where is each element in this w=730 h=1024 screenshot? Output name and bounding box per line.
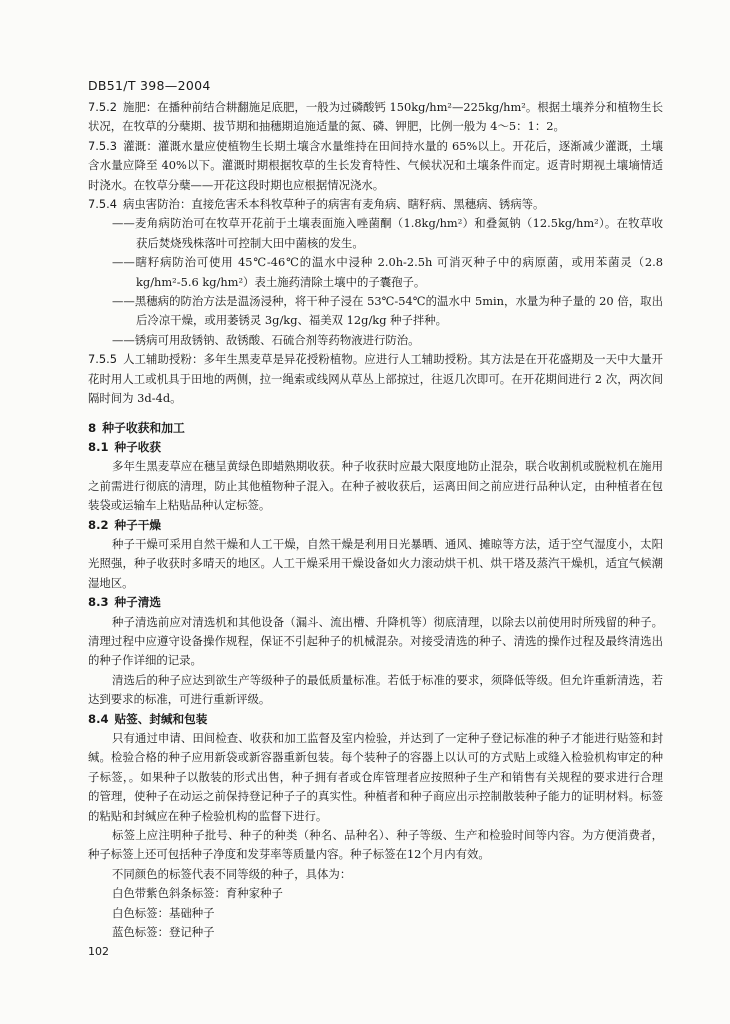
page-number: 102 [88,945,109,958]
item-rust: ——锈病可用敌锈钠、敌锈酸、石硫合剂等药物液进行防治。 [112,332,420,347]
standard-code: DB51/T 398—2004 [88,78,211,93]
clause-7-5-3: 7.5.3 灌溉：灌溉水量应使植物生长期土壤含水量维持在田间持水量的 65%以上。开花后，逐渐减少灌溉，土壤含水量应降至 40%以下。灌溉时期根据牧草的生长发育特性、气候状况和土壤条件而定。返青时期视土壤墒情适时浇水。在牧草分蘖——开花这段时期也应根据情况浇水。 [88,138,663,192]
label-type-breeder: 白色带紫色斜条标签：育种家种子 [112,886,283,901]
section-8-heading: 8 种子收获和加工 [88,420,185,435]
section-8-4-heading: 8.4 贴签、封缄和包装 [88,711,208,726]
section-8-3-heading: 8.3 种子清选 [88,595,161,610]
section-8-1-heading: 8.1 种子收获 [88,439,161,454]
item-ergot: ——麦角病防治可在牧草开花前于土壤表面施入唑菌酮（1.8kg/hm²）和叠氮钠（12.5kg/hm²）。在牧草收获后焚烧残株落叶可控制大田中菌核的发生。 [112,216,663,250]
section-8-1-text: 多年生黑麦草应在穗呈黄绿色即蜡熟期收获。种子收获时应最大限度地防止混杂，联合收割机或脱粒机在施用之前需进行彻底的清理，防止其他植物种子混入。在种子被收获后，运离田间之前应进行品种认定，由种植者在包装袋或运输车上粘贴品种认定标签。 [88,459,663,513]
section-8-3-text-2: 清选后的种子应达到欲生产等级种子的最低质量标准。若低于标准的要求，须降低等级。但允许重新清选，若达到要求的标准，可进行重新评级。 [88,672,663,707]
section-8-2-heading: 8.2 种子干燥 [88,517,161,532]
item-blind-seed: ——瞎籽病防治可使用 45℃-46℃的温水中浸种 2.0h-2.5h 可消灭种子中的病原菌，或用苯菌灵（2.8 kg/hm²-5.6 kg/hm²）表土施药清除土壤中的子囊孢子。 [112,255,663,289]
section-8-2-text: 种子干燥可采用自然干燥和人工干燥，自然干燥是利用日光暴晒、通风、摊晾等方法，适于空气湿度小，太阳光照强，种子收获时多晴天的地区。人工干燥采用干燥设备如火力滚动烘干机、烘干塔及蒸汽干燥机，适宜气候潮湿地区。 [88,536,663,590]
document-body [88,98,663,942]
section-8-4-text-2: 标签上应注明种子批号、种子的种类（种名、品种名）、种子等级、生产和检验时间等内容。为方便消费者，种子标签上还可包括种子净度和发芽率等质量内容。种子标签在12个月内有效。 [88,828,663,862]
label-type-foundation: 白色标签：基础种子 [112,905,215,920]
section-8-4-text-1: 只有通过申请、田间检查、收获和加工监督及室内检验，并达到了一定种子登记标准的种子才能进行贴签和封缄。检验合格的种子应用新袋或新容器重新包装。每个装种子的容器上以认可的方式贴上或缝入检验机构审定的种子标签，。如果种子以散装的形式出售，种子拥有者或仓库管理者应按照种子生产和销售有关规程的要求进行合理的管理，使种子在动运之前保持登记种子子的真实性。种植者和种子商应出示控制散装种子能力的证明材料。标签的粘贴和封缄应在种子检验机构的监督下进行。 [88,731,663,823]
clause-7-5-2: 7.5.2 施肥：在播种前结合耕翻施足底肥，一般为过磷酸钙 150kg/hm²—225kg/hm²。根据土壤养分和植物生长状况，在牧草的分蘖期、拔节期和抽穗期追施适量的氮、磷、钾肥，比例一般为 4～5：1：2。 [88,100,663,134]
section-8-4-text-3: 不同颜色的标签代表不同等级的种子，具体为： [112,866,352,881]
item-smut: ——黑穗病的防治方法是温汤浸种，将干种子浸在 53℃-54℃的温水中 5min，水量为种子量的 20 倍，取出后冷凉干燥，或用萎锈灵 3g/kg、福美双 12g/kg 种子拌种。 [112,294,663,328]
section-8-3-text-1: 种子清选前应对清选机和其他设备（漏斗、流出槽、升降机等）彻底清理，以除去以前使用时所残留的种子。清理过程中应遵守设备操作规程，保证不引起种子的机械混杂。对接受清选的种子、清选的操作过程及最终清选出的种子作详细的记录。 [88,614,663,668]
clause-7-5-5: 7.5.5 人工辅助授粉：多年生黑麦草是异花授粉植物。应进行人工辅助授粉。其方法是在开花盛期及一天中大量开花时用人工或机具于田地的两侧，拉一绳索或线网从草丛上部掠过，往返几次即可。在开花期间进行 2 次，两次间隔时间为 3d-4d。 [88,352,663,406]
label-type-registered: 蓝色标签：登记种子 [112,925,215,940]
clause-7-5-4: 7.5.4 病虫害防治：直接危害禾本科牧草种子的病害有麦角病、瞎籽病、黑穗病、锈病等。 [88,197,545,212]
